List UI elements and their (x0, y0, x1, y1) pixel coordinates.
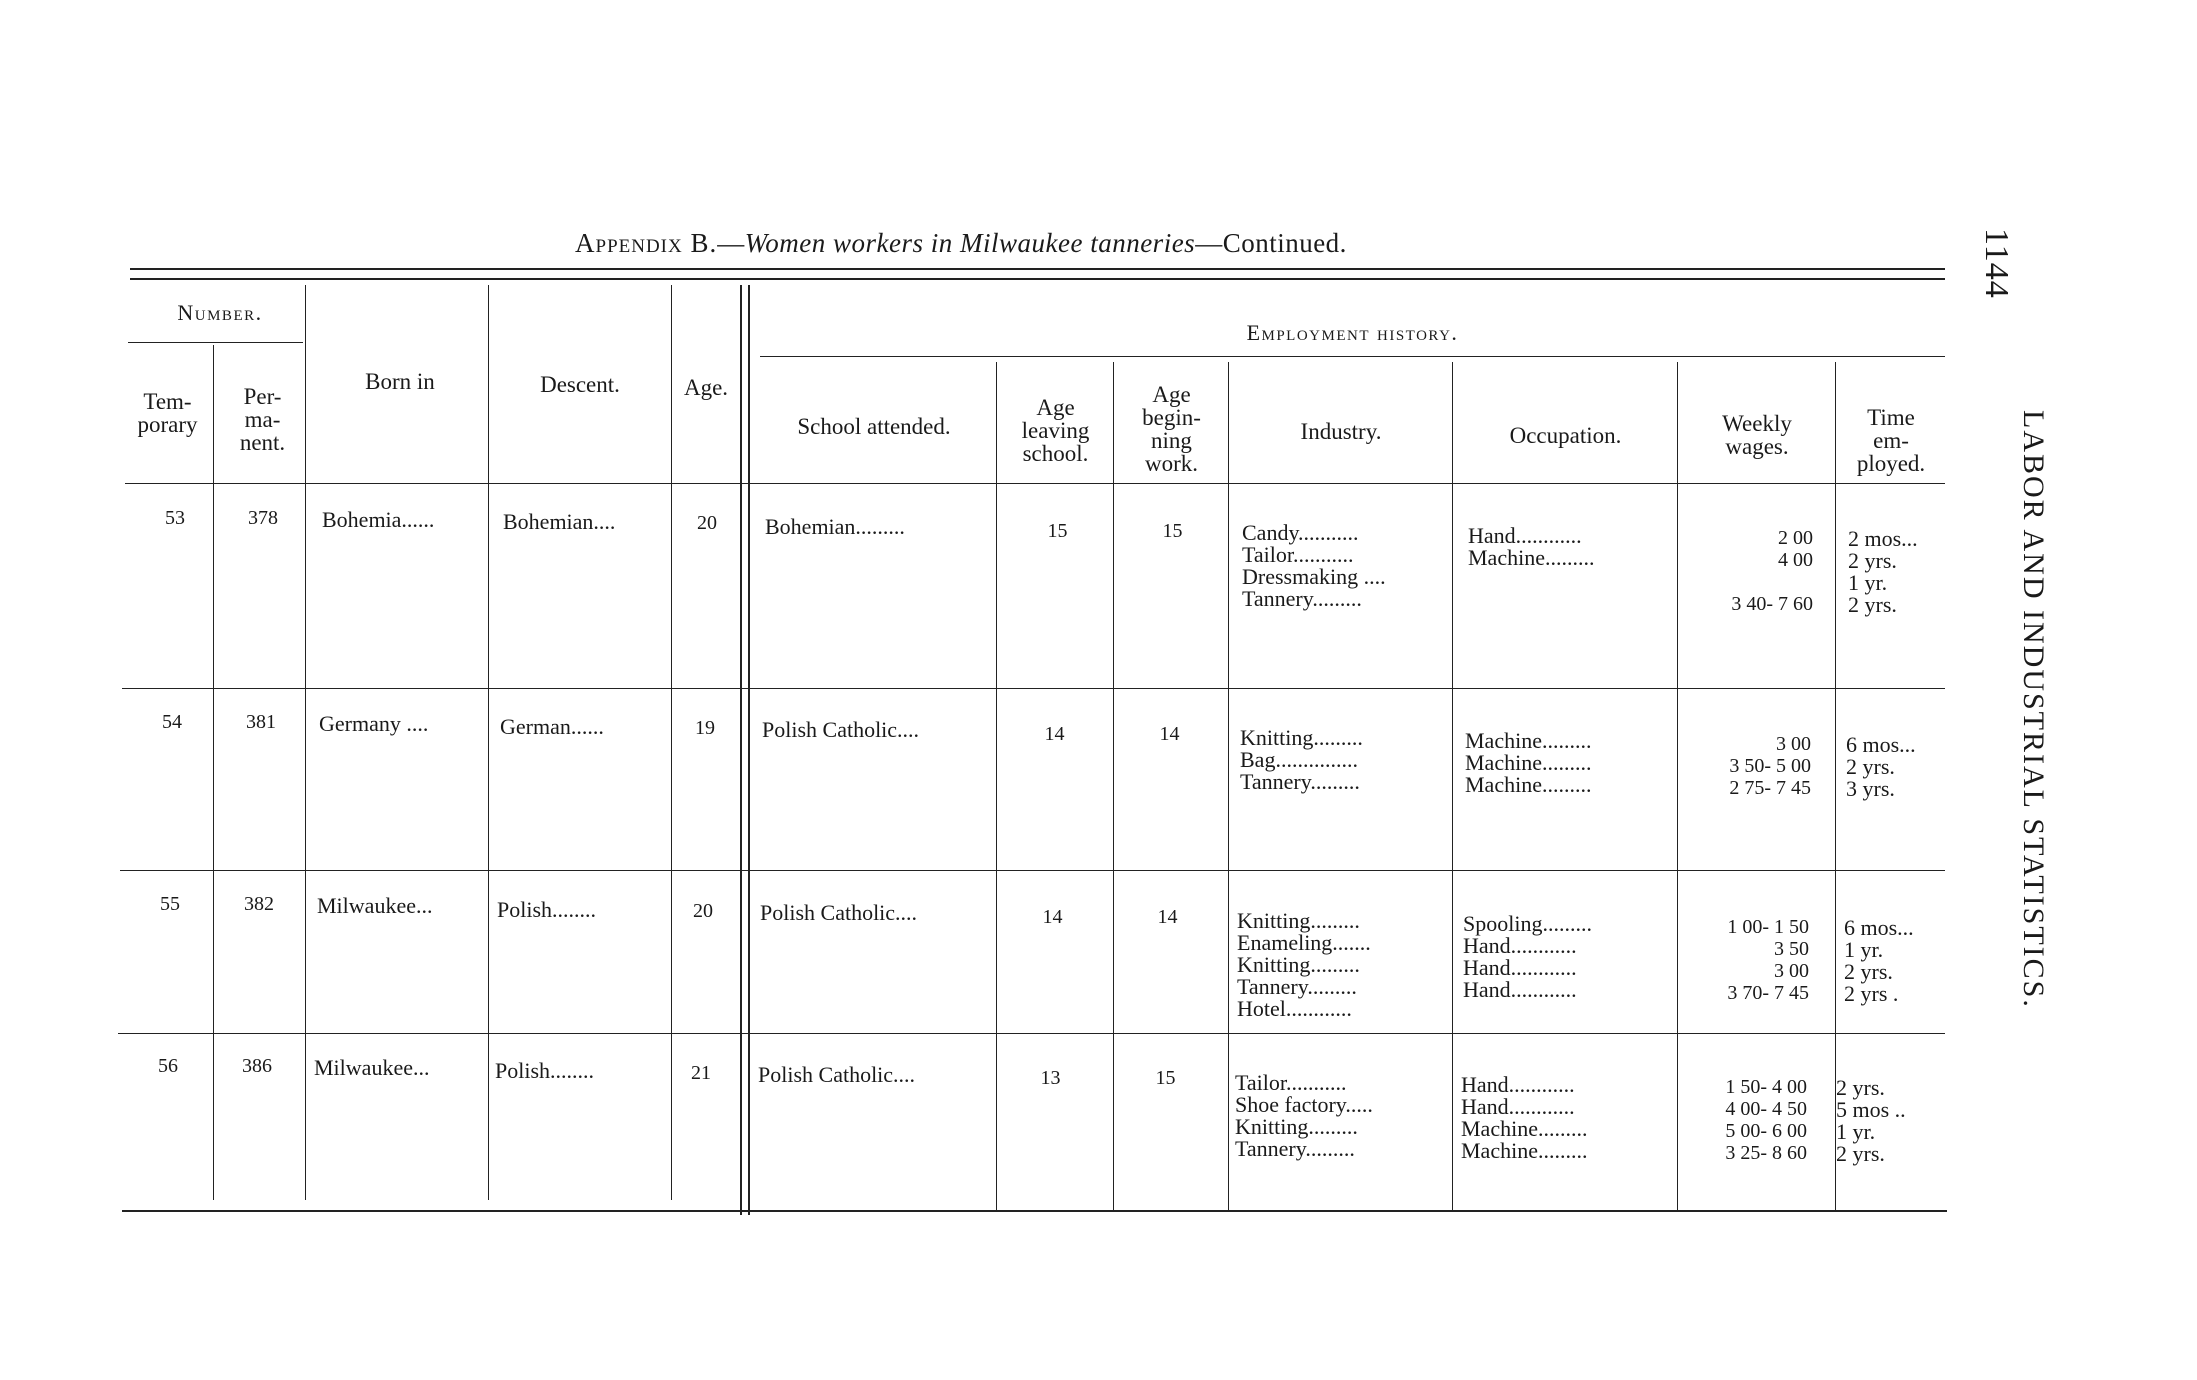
cell-born-in: Bohemia...... (322, 507, 435, 532)
cell-age: 20 (693, 900, 713, 922)
cell-weekly-wages: 2 00 4 00 3 40- 7 60 (1731, 527, 1813, 615)
header-age-beginning-line: work. (1144, 451, 1199, 476)
header-industry: Industry. (1300, 419, 1382, 444)
number-rule (128, 342, 303, 343)
row-rule-1 (122, 688, 1945, 689)
cell-time-employed: 6 mos... 2 yrs. 3 yrs. (1846, 732, 1916, 801)
header-permanent (220, 385, 305, 454)
cell-weekly-wages: 1 00- 1 50 3 50 3 00 3 70- 7 45 (1727, 916, 1809, 1004)
top-rule (130, 268, 1945, 270)
cell-time-employed: 2 mos... 2 yrs. 1 yr. 2 yrs. (1848, 526, 1918, 617)
cell-temporary: 54 (162, 711, 182, 733)
cell-weekly-wages: 1 50- 4 00 4 00- 4 50 5 00- 6 00 3 25- 8 60 (1725, 1076, 1807, 1164)
header-age-leaving-line: Age (1036, 395, 1075, 420)
cell-occupation: Hand............ Machine......... (1468, 523, 1595, 570)
cell-age-leaving: 15 (1047, 520, 1068, 542)
header-temporary-line: porary (137, 412, 198, 437)
cell-age-beginning: 14 (1157, 906, 1178, 928)
cell-born-in: Germany .... (319, 711, 429, 736)
employment-rule (760, 356, 1945, 357)
header-age: Age. (683, 375, 729, 400)
col-rule-age (740, 285, 742, 1215)
cell-age: 20 (697, 512, 717, 534)
cell-descent: Bohemian.... (503, 509, 616, 534)
caption-tail: —Continued. (1195, 228, 1347, 258)
cell-age-beginning: 14 (1159, 723, 1180, 745)
cell-permanent: 381 (246, 711, 276, 733)
cell-temporary: 55 (160, 893, 180, 915)
table-caption (575, 228, 1347, 259)
header-descent: Descent. (540, 372, 620, 397)
caption-dash: — (717, 228, 745, 258)
col-rule-industry (1452, 362, 1453, 1212)
col-rule-age-double (748, 285, 750, 1215)
col-rule-born (488, 285, 489, 1200)
bottom-rule (122, 1210, 1947, 1212)
header-occupation: Occupation. (1509, 423, 1622, 448)
cell-age-beginning: 15 (1162, 520, 1183, 542)
header-weekly-wages-line: Weekly (1722, 411, 1792, 436)
col-rule-occupation (1677, 362, 1678, 1212)
cell-age: 21 (691, 1062, 711, 1084)
header-weekly-wages (1679, 412, 1835, 458)
header-time-employed-line: Time (1867, 405, 1915, 430)
cell-industry: Candy........... Tailor........... Dressmaking .... Tannery......... (1242, 520, 1386, 611)
col-rule-begin (1228, 362, 1229, 1212)
cell-school: Polish Catholic.... (760, 900, 918, 925)
cell-descent: German...... (500, 714, 604, 739)
cell-descent: Polish........ (495, 1058, 595, 1083)
cell-age-beginning: 15 (1155, 1067, 1176, 1089)
cell-born-in: Milwaukee... (317, 893, 433, 918)
cell-permanent: 378 (248, 507, 278, 529)
header-bottom-rule (125, 483, 1945, 484)
header-employment-history: Employment history. (1246, 320, 1459, 345)
caption-lead: Appendix B. (575, 228, 718, 258)
cell-time-employed: 6 mos... 1 yr. 2 yrs. 2 yrs . (1844, 915, 1914, 1006)
cell-age: 19 (695, 717, 715, 739)
cell-age-leaving: 13 (1040, 1067, 1061, 1089)
cell-permanent: 382 (244, 893, 274, 915)
cell-school: Polish Catholic.... (762, 717, 920, 742)
header-temporary-line: Tem- (143, 389, 192, 414)
col-rule-leaving (1113, 362, 1114, 1212)
header-school: School attended. (797, 414, 951, 439)
cell-temporary: 56 (158, 1055, 178, 1077)
header-age-beginning-line: begin- (1142, 405, 1201, 430)
cell-weekly-wages: 3 00 3 50- 5 00 2 75- 7 45 (1729, 733, 1811, 799)
cell-descent: Polish........ (497, 897, 597, 922)
cell-school: Bohemian......... (765, 514, 905, 539)
header-age-beginning-line: Age (1152, 382, 1191, 407)
header-age-leaving (998, 396, 1113, 465)
cell-age-leaving: 14 (1044, 723, 1065, 745)
header-age-leaving-line: leaving (1021, 418, 1090, 443)
header-weekly-wages-line: wages. (1725, 434, 1789, 459)
cell-time-employed: 2 yrs. 5 mos .. 1 yr. 2 yrs. (1836, 1075, 1906, 1166)
col-rule-perm (305, 285, 306, 1200)
header-age-leaving-line: school. (1022, 441, 1089, 466)
cell-occupation: Hand............ Hand............ Machine......... Machine......... (1461, 1072, 1588, 1163)
cell-industry: Knitting......... Enameling....... Knitting......... Tannery......... Hotel............ (1237, 908, 1371, 1021)
cell-age-leaving: 14 (1042, 906, 1063, 928)
top-rule-double (130, 278, 1945, 280)
page-number: 1144 (1978, 228, 2015, 299)
header-time-employed-line: ployed. (1856, 451, 1926, 476)
row-rule-2 (120, 870, 1945, 871)
cell-occupation: Spooling......... Hand............ Hand............ Hand............ (1463, 911, 1592, 1002)
cell-industry: Knitting......... Bag............... Tannery......... (1240, 725, 1363, 794)
header-time-employed (1837, 406, 1945, 475)
header-temporary (120, 390, 215, 436)
header-age-beginning-line: ning (1151, 428, 1192, 453)
cell-school: Polish Catholic.... (758, 1062, 916, 1087)
col-rule-school (996, 362, 997, 1212)
cell-permanent: 386 (242, 1055, 272, 1077)
header-age-beginning (1115, 383, 1228, 475)
caption-title: Women workers in Milwaukee tanneries (744, 228, 1196, 258)
running-head: LABOR AND INDUSTRIAL STATISTICS. (2017, 410, 2050, 1009)
cell-born-in: Milwaukee... (314, 1055, 430, 1080)
cell-industry: Tailor........... Shoe factory..... Knitting......... Tannery......... (1235, 1070, 1373, 1161)
header-permanent-line: Per- (243, 384, 282, 409)
header-permanent-line: ma- (244, 407, 281, 432)
header-permanent-line: nent. (239, 430, 286, 455)
header-born-in: Born in (365, 369, 435, 394)
cell-occupation: Machine......... Machine......... Machine......... (1465, 728, 1592, 797)
cell-temporary: 53 (165, 507, 185, 529)
header-number: Number. (177, 300, 263, 325)
header-time-employed-line: em- (1873, 428, 1909, 453)
col-rule-temp (213, 345, 214, 1200)
row-rule-3 (118, 1033, 1945, 1034)
